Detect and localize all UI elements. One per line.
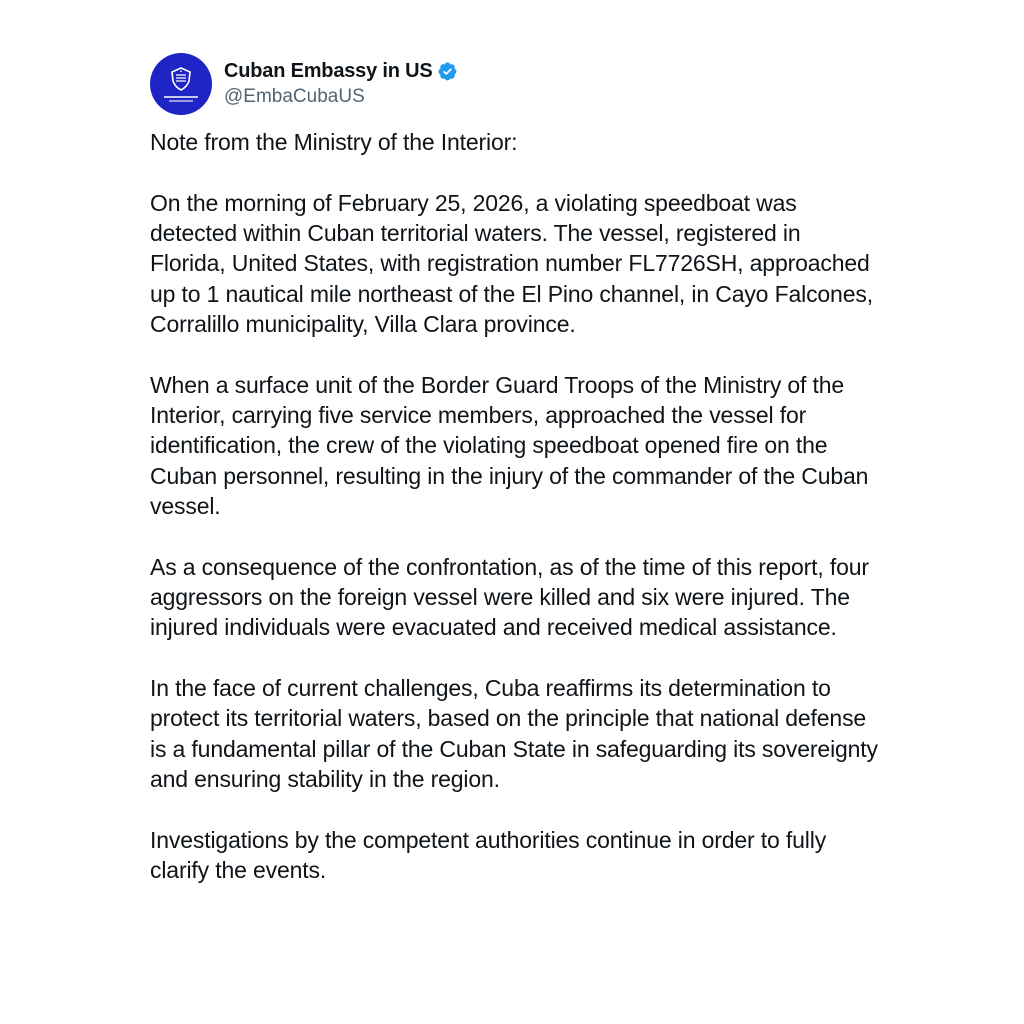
post-paragraph: In the face of current challenges, Cuba reaffirms its determination to protect its territorial waters, based on the principle that national defense is a fundamental pillar of the Cuban State in safeguarding its sovereignty and ensuring stability in the region.	[150, 675, 878, 793]
post-paragraph: On the morning of February 25, 2026, a violating speedboat was detected within Cuban territorial waters. The vessel, registered in Florida, United States, with registration number FL7726SH, approached up to 1 nautical mile northeast of the El Pino channel, in Cayo Falcones, Corralillo municipality, Villa Clara province.	[150, 189, 873, 337]
verified-badge-icon	[437, 61, 458, 82]
name-row	[224, 60, 458, 83]
avatar[interactable]	[150, 53, 212, 115]
post-card	[150, 52, 880, 916]
avatar-caption-line	[164, 96, 198, 98]
post-body	[150, 127, 880, 885]
post-paragraph: Investigations by the competent authorities continue in order to fully clarify the events.	[150, 826, 827, 884]
post-paragraph: Note from the Ministry of the Interior:	[150, 129, 518, 155]
post-paragraph: When a surface unit of the Border Guard Troops of the Ministry of the Interior, carrying five service members, approached the vessel for identification, the crew of the violating speedboat opened fire on the Cuban personnel, resulting in the injury of the commander of the Cuban vessel.	[150, 371, 869, 519]
handle[interactable]: @EmbaCubaUS	[224, 86, 365, 107]
post-author	[150, 52, 880, 116]
coat-of-arms-icon	[168, 66, 194, 92]
author-names	[224, 60, 458, 108]
post-paragraph: As a consequence of the confrontation, as of the time of this report, four aggressors on the foreign vessel were killed and six were injured. The injured individuals were evacuated and received medical assistance.	[150, 553, 869, 641]
avatar-caption-line	[169, 100, 193, 102]
display-name[interactable]: Cuban Embassy in US	[224, 60, 433, 82]
